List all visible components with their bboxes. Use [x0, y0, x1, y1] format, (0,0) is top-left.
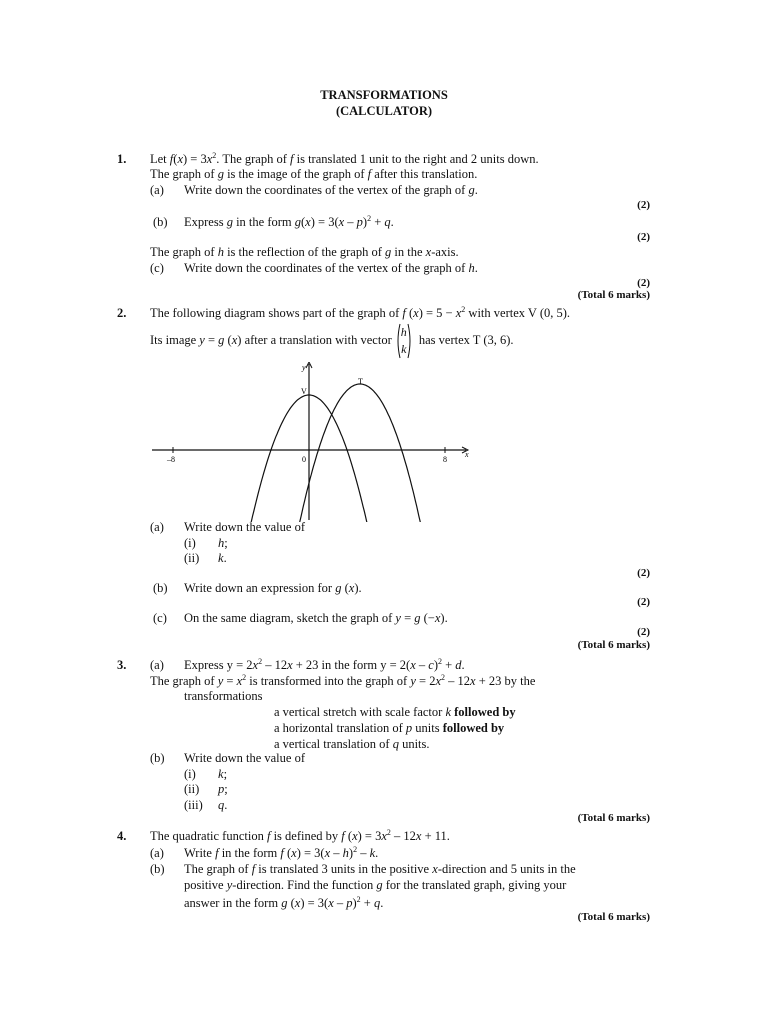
question-2-number: 2. [117, 306, 127, 320]
q2-intro-line2: Its image y = g (x) after a translation with vector h k has vertex T (3, 6). [150, 323, 514, 359]
q2-part-b-marks: (2) [637, 596, 650, 608]
vertex-t-label: T [358, 377, 363, 386]
q1-reflection-line: The graph of h is the reflection of the graph of g in the x-axis. [150, 245, 459, 259]
q2-part-c-text: On the same diagram, sketch the graph of y = g (−x). [184, 611, 448, 625]
curve-g [292, 384, 428, 522]
q3-part-b-i-label: (i) [184, 767, 196, 781]
q4-intro-line: The quadratic function f is defined by f $(x) = 3x^2 - 12x + 11$. [150, 828, 450, 843]
q3-part-b-iii-text: q. [218, 798, 228, 812]
q1-intro-line1: Let $f(x) = 3x^2$. The graph of f is translated 1 unit to the right and 2 units down. [150, 151, 539, 166]
q2-part-a-text: Write down the value of [184, 520, 305, 534]
q1-part-c-label: (c) [150, 261, 164, 275]
q3-part-b-i-text: k; [218, 767, 228, 781]
parabola-graph [150, 362, 480, 522]
q4-part-b-label: (b) [150, 862, 165, 876]
q3-transform-line2: transformations [184, 689, 263, 703]
q2-part-a-i-text: h; [218, 536, 228, 550]
q2-part-c-label: (c) [153, 611, 167, 625]
vertex-v-label: V [301, 387, 307, 396]
q1-part-b-marks: (2) [637, 231, 650, 243]
q2-part-a-ii-label: (ii) [184, 551, 200, 565]
q2-part-b-label: (b) [153, 581, 168, 595]
q2-part-a-label: (a) [150, 520, 164, 534]
q1-total-marks: (Total 6 marks) [577, 289, 650, 301]
q2-part-b-text: Write down an expression for g (x). [184, 581, 362, 595]
q1-part-a-marks: (2) [637, 199, 650, 211]
q3-part-b-ii-text: p; [218, 782, 228, 796]
q1-part-a-text: Write down the coordinates of the vertex of the graph of g. [184, 183, 478, 197]
q4-part-b-text-line2: positive y-direction. Find the function g for the translated graph, giving your [184, 878, 567, 892]
q3-total-marks: (Total 6 marks) [577, 812, 650, 824]
q1-intro-line2: The graph of g is the image of the graph of f after this translation. [150, 167, 478, 181]
q1-part-b-text: Express g in the form g(x) = 3(x – p)$^2$ + q. [184, 214, 394, 229]
question-1-number: 1. [117, 152, 127, 166]
q3-transform-step3: a vertical translation of q units. [274, 737, 430, 751]
q1-part-a-label: (a) [150, 183, 164, 197]
q3-part-b-ii-label: (ii) [184, 782, 200, 796]
q2-part-c-marks: (2) [637, 626, 650, 638]
q2-part-a-marks: (2) [637, 567, 650, 579]
tick-label-neg8: –8 [167, 455, 175, 464]
page-title: TRANSFORMATIONS [320, 88, 448, 102]
q3-transform-step1: a vertical stretch with scale factor k followed by [274, 705, 516, 719]
tick-label-origin: 0 [302, 455, 306, 464]
q3-part-b-text: Write down the value of [184, 751, 305, 765]
q3-part-b-iii-label: (iii) [184, 798, 203, 812]
q4-total-marks: (Total 6 marks) [577, 911, 650, 923]
x-axis-label: x [465, 450, 469, 459]
q3-part-a-text: Express $y = 2x^2 - 12x + 23$ in the form y = 2(x – c)$^2$ + d. [184, 657, 465, 672]
q2-part-a-ii-text: k. [218, 551, 227, 565]
question-3-number: 3. [117, 658, 127, 672]
q4-part-a-label: (a) [150, 846, 164, 860]
q1-part-c-marks: (2) [637, 277, 650, 289]
q3-transform-step2: a horizontal translation of p units followed by [274, 721, 505, 735]
y-axis-label: y [302, 363, 306, 372]
question-4-number: 4. [117, 829, 127, 843]
q3-part-b-label: (b) [150, 751, 165, 765]
page-subtitle: (CALCULATOR) [335, 104, 433, 118]
translation-vector: h k [396, 323, 412, 359]
q2-total-marks: (Total 6 marks) [577, 639, 650, 651]
q4-part-a-text: Write f in the form f (x) = 3(x – h)$^2$ – k. [184, 845, 379, 860]
tick-label-pos8: 8 [443, 455, 447, 464]
q3-part-a-label: (a) [150, 658, 164, 672]
q4-part-b-text-line1: The graph of f is translated 3 units in the positive x-direction and 5 units in the [184, 862, 576, 876]
q2-part-a-i-label: (i) [184, 536, 196, 550]
q1-part-b-label: (b) [153, 215, 168, 229]
q2-intro-line1: The following diagram shows part of the graph of f $(x) = 5 - x^2$ with vertex V (0, 5). [150, 305, 571, 320]
q1-part-c-text: Write down the coordinates of the vertex of the graph of h. [184, 261, 478, 275]
q4-part-b-text-line3: answer in the form g (x) = 3(x – p)$^2$ + q. [184, 895, 384, 910]
q3-transform-line1: The graph of $y = x^2$ is transformed into the graph of $y = 2x^2 - 12x + 23$ by the [150, 673, 536, 688]
